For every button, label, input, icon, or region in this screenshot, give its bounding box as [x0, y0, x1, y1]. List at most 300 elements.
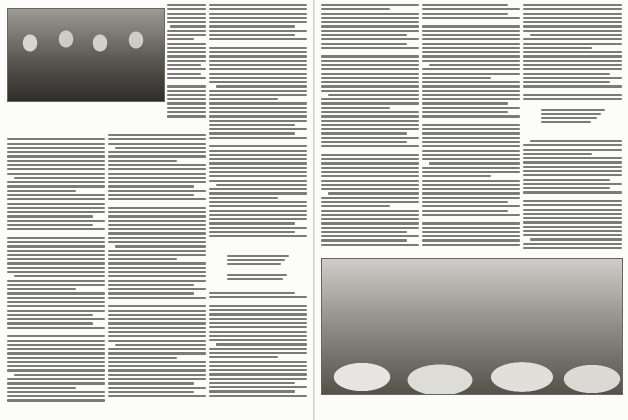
illegible-text-line [422, 120, 520, 122]
illegible-text-line [7, 173, 105, 175]
illegible-text-line [209, 111, 307, 113]
illegible-text-line [7, 160, 105, 162]
illegible-text-line [321, 239, 407, 241]
illegible-text-line [108, 220, 206, 222]
illegible-text-line [422, 124, 520, 126]
illegible-text-line [422, 128, 520, 130]
illegible-text-line [321, 175, 419, 177]
illegible-text-line [167, 107, 206, 109]
illegible-text-line [7, 365, 105, 367]
illegible-text-line [321, 227, 419, 229]
illegible-text-line [7, 198, 105, 200]
illegible-text-line [108, 374, 206, 376]
illegible-text-line [167, 34, 206, 36]
illegible-text-line [523, 4, 622, 6]
illegible-text-line [422, 13, 508, 15]
left-page-class-box-line [227, 263, 281, 265]
illegible-text-line [7, 262, 105, 264]
illegible-text-line [7, 181, 105, 183]
illegible-text-line [422, 98, 520, 100]
illegible-text-line [209, 373, 307, 375]
illegible-text-line [321, 210, 419, 212]
illegible-text-line [209, 77, 307, 79]
illegible-text-line [523, 81, 610, 83]
illegible-text-line [209, 154, 307, 156]
illegible-text-line [7, 288, 76, 290]
illegible-text-line [523, 157, 622, 159]
illegible-text-line [422, 231, 520, 233]
illegible-text-line [108, 155, 206, 157]
illegible-text-line [209, 13, 307, 15]
illegible-text-line [321, 218, 419, 220]
illegible-text-line [523, 170, 622, 172]
illegible-text-line [108, 262, 206, 264]
illegible-text-line [108, 254, 206, 256]
illegible-text-line [209, 365, 307, 367]
illegible-text-line [209, 180, 307, 182]
illegible-text-line [209, 4, 307, 6]
illegible-text-line [108, 387, 206, 389]
illegible-text-line [523, 25, 622, 27]
illegible-text-line [7, 344, 105, 346]
illegible-text-line [7, 280, 105, 282]
illegible-text-line [328, 192, 419, 194]
illegible-text-line [108, 203, 206, 205]
illegible-text-line [321, 17, 419, 19]
illegible-text-line [209, 60, 307, 62]
illegible-text-line [209, 137, 307, 139]
illegible-text-line [422, 197, 520, 199]
illegible-text-line [523, 230, 622, 232]
illegible-text-line [321, 68, 419, 70]
illegible-text-line [209, 390, 295, 392]
illegible-text-line [523, 38, 622, 40]
illegible-text-line [209, 235, 307, 237]
illegible-text-line [7, 361, 105, 363]
illegible-text-line [7, 267, 105, 269]
illegible-text-line [321, 73, 419, 75]
illegible-text-line [321, 30, 419, 32]
illegible-text-line [7, 185, 105, 187]
illegible-text-line [167, 81, 206, 83]
illegible-text-line [321, 205, 390, 207]
illegible-text-line [209, 313, 307, 315]
illegible-text-line [422, 188, 520, 190]
illegible-text-line [209, 30, 307, 32]
illegible-text-line [209, 98, 278, 100]
illegible-text-line [422, 102, 508, 104]
illegible-text-line [209, 395, 307, 397]
illegible-text-line [108, 237, 206, 239]
illegible-text-line [209, 214, 307, 216]
illegible-text-line [523, 64, 622, 66]
illegible-text-line [7, 340, 105, 342]
illegible-text-line [108, 305, 206, 307]
illegible-text-line [422, 77, 491, 79]
illegible-text-line [523, 204, 622, 206]
illegible-text-line [209, 361, 307, 363]
illegible-text-line [523, 85, 622, 87]
illegible-text-line [422, 171, 520, 173]
right-page-class-box-line [541, 117, 597, 119]
right-page-column-1 [321, 4, 419, 252]
illegible-text-line [523, 98, 622, 100]
illegible-text-line [108, 331, 206, 333]
illegible-text-line [108, 241, 206, 243]
left-page-column-2 [108, 134, 206, 408]
illegible-text-line [209, 158, 307, 160]
illegible-text-line [422, 115, 520, 117]
left-page-column-3-continued [209, 292, 307, 408]
illegible-text-line [209, 120, 307, 122]
illegible-text-line [321, 128, 419, 130]
illegible-text-line [422, 180, 520, 182]
illegible-text-line [422, 25, 520, 27]
illegible-text-line [115, 245, 206, 247]
illegible-text-line [530, 238, 622, 240]
illegible-text-line [209, 188, 307, 190]
illegible-text-line [523, 144, 622, 146]
illegible-text-line [523, 94, 622, 96]
illegible-text-line [321, 102, 419, 104]
illegible-text-line [115, 147, 206, 149]
illegible-text-line [422, 150, 520, 152]
illegible-text-line [321, 235, 419, 237]
illegible-text-line [422, 34, 520, 36]
illegible-text-line [523, 213, 622, 215]
illegible-text-line [209, 107, 307, 109]
illegible-text-line [7, 220, 105, 222]
illegible-text-line [321, 25, 419, 27]
illegible-text-line [422, 81, 520, 83]
illegible-text-line [422, 184, 520, 186]
illegible-text-line [209, 218, 307, 220]
illegible-text-line [523, 73, 610, 75]
illegible-text-line [7, 207, 105, 209]
illegible-text-line [523, 13, 622, 15]
left-page-class-box-line [227, 278, 283, 280]
illegible-text-line [108, 207, 206, 209]
right-page [315, 0, 628, 420]
illegible-text-line [216, 343, 307, 345]
illegible-text-line [108, 134, 206, 136]
right-page-class-box-line [541, 121, 591, 123]
illegible-text-line [209, 102, 307, 104]
illegible-text-line [167, 73, 201, 75]
illegible-text-line [209, 141, 307, 143]
illegible-text-line [321, 8, 390, 10]
illegible-text-line [108, 340, 206, 342]
illegible-text-line [115, 344, 206, 346]
illegible-text-line [209, 90, 307, 92]
illegible-text-line [108, 365, 206, 367]
illegible-text-line [321, 47, 419, 49]
illegible-text-line [523, 221, 622, 223]
illegible-text-line [7, 382, 105, 384]
illegible-text-line [209, 201, 307, 203]
illegible-text-line [7, 395, 105, 397]
illegible-text-line [209, 94, 307, 96]
illegible-text-line [328, 94, 419, 96]
illegible-text-line [167, 8, 206, 10]
illegible-text-line [108, 181, 206, 183]
illegible-text-line [321, 154, 419, 156]
illegible-text-line [321, 214, 419, 216]
illegible-text-line [429, 162, 520, 164]
illegible-text-line [209, 128, 307, 130]
illegible-text-line [209, 150, 307, 152]
illegible-text-line [209, 352, 307, 354]
illegible-text-line [422, 38, 520, 40]
illegible-text-line [422, 235, 520, 237]
illegible-text-line [422, 175, 491, 177]
illegible-text-line [321, 222, 419, 224]
illegible-text-line [321, 197, 419, 199]
illegible-text-line [167, 30, 206, 32]
illegible-text-line [321, 34, 407, 36]
illegible-text-line [321, 85, 419, 87]
illegible-text-line [7, 211, 105, 213]
illegible-text-line [108, 224, 206, 226]
illegible-text-line [7, 168, 105, 170]
illegible-text-line [523, 247, 622, 249]
left-page [0, 0, 313, 420]
illegible-text-line [523, 209, 622, 211]
illegible-text-line [7, 203, 105, 205]
illegible-text-line [209, 68, 307, 70]
illegible-text-line [209, 21, 307, 23]
left-page-photo-image [8, 9, 164, 101]
illegible-text-line [209, 25, 295, 27]
illegible-text-line [108, 160, 177, 162]
illegible-text-line [523, 161, 622, 163]
illegible-text-line [108, 198, 206, 200]
illegible-text-line [523, 21, 622, 23]
illegible-text-line [108, 327, 206, 329]
illegible-text-line [167, 64, 201, 66]
illegible-text-line [167, 98, 206, 100]
illegible-text-line [108, 378, 206, 380]
illegible-text-line [523, 191, 622, 193]
illegible-text-line [209, 222, 295, 224]
illegible-text-line [108, 288, 206, 290]
right-page-class-box-line [541, 113, 601, 115]
illegible-text-line [523, 234, 622, 236]
illegible-text-line [7, 147, 105, 149]
illegible-text-line [523, 8, 622, 10]
illegible-text-line [422, 43, 520, 45]
illegible-text-line [209, 124, 295, 126]
illegible-text-line [7, 391, 105, 393]
illegible-text-line [7, 224, 93, 226]
illegible-text-line [167, 60, 206, 62]
illegible-text-line [422, 47, 520, 49]
illegible-text-line [321, 201, 419, 203]
illegible-text-line [422, 4, 508, 6]
illegible-text-line [7, 318, 105, 320]
illegible-text-line [523, 243, 622, 245]
right-page-column-3-continued [523, 140, 622, 252]
illegible-text-line [321, 150, 419, 152]
illegible-text-line [321, 43, 407, 45]
illegible-text-line [7, 245, 105, 247]
illegible-text-line [7, 237, 105, 239]
illegible-text-line [7, 310, 105, 312]
illegible-text-line [167, 43, 206, 45]
illegible-text-line [422, 167, 520, 169]
illegible-text-line [7, 190, 76, 192]
illegible-text-line [209, 51, 307, 53]
illegible-text-line [7, 292, 105, 294]
illegible-text-line [7, 305, 105, 307]
illegible-text-line [108, 232, 206, 234]
illegible-text-line [167, 85, 206, 87]
illegible-text-line [209, 192, 307, 194]
illegible-text-line [321, 132, 407, 134]
illegible-text-line [422, 201, 508, 203]
left-page-class-box-line [227, 259, 285, 261]
illegible-text-line [108, 194, 194, 196]
illegible-text-line [108, 185, 194, 187]
illegible-text-line [108, 280, 206, 282]
illegible-text-line [7, 322, 93, 324]
illegible-text-line [321, 13, 419, 15]
illegible-text-line [422, 60, 520, 62]
illegible-text-line [7, 228, 105, 230]
left-page-class-box [209, 252, 307, 288]
right-page-class-box [523, 106, 622, 138]
illegible-text-line [422, 222, 520, 224]
illegible-text-line [209, 81, 307, 83]
illegible-text-line [108, 361, 206, 363]
illegible-text-line [7, 399, 105, 401]
illegible-text-line [523, 217, 622, 219]
illegible-text-line [209, 335, 307, 337]
illegible-text-line [422, 214, 520, 216]
illegible-text-line [108, 318, 206, 320]
illegible-text-line [321, 51, 419, 53]
illegible-text-line [209, 64, 307, 66]
illegible-text-line [321, 64, 419, 66]
illegible-text-line [209, 369, 307, 371]
illegible-text-line [108, 391, 194, 393]
illegible-text-line [167, 13, 206, 15]
illegible-text-line [429, 64, 520, 66]
illegible-text-line [209, 115, 307, 117]
illegible-text-line [7, 357, 105, 359]
illegible-text-line [321, 77, 419, 79]
illegible-text-line [321, 81, 419, 83]
illegible-text-line [530, 140, 622, 142]
illegible-text-line [108, 357, 177, 359]
illegible-text-line [14, 374, 105, 376]
illegible-text-line [108, 211, 206, 213]
illegible-text-line [523, 200, 622, 202]
illegible-text-line [167, 55, 206, 57]
illegible-text-line [209, 231, 295, 233]
illegible-text-line [422, 244, 520, 246]
illegible-text-line [523, 187, 610, 189]
illegible-text-line [209, 73, 307, 75]
illegible-text-line [167, 38, 194, 40]
illegible-text-line [108, 228, 206, 230]
illegible-text-line [209, 382, 295, 384]
illegible-text-line [321, 158, 419, 160]
illegible-text-line [108, 322, 206, 324]
illegible-text-line [321, 90, 419, 92]
left-page-column-1 [7, 134, 105, 408]
illegible-text-line [209, 167, 307, 169]
illegible-text-line [7, 258, 105, 260]
illegible-text-line [209, 38, 307, 40]
illegible-text-line [7, 335, 105, 337]
illegible-text-line [422, 17, 520, 19]
left-page-photo [7, 8, 165, 102]
illegible-text-line [523, 43, 622, 45]
illegible-text-line [108, 271, 206, 273]
illegible-text-line [523, 226, 622, 228]
left-page-class-box-line [227, 255, 289, 257]
illegible-text-line [321, 107, 390, 109]
illegible-text-line [209, 205, 307, 207]
illegible-text-line [167, 90, 206, 92]
left-page-column-2-top [167, 4, 206, 124]
illegible-text-line [108, 352, 206, 354]
illegible-text-line [7, 331, 105, 333]
right-page-column-3 [523, 4, 622, 104]
illegible-text-line [7, 254, 105, 256]
illegible-text-line [209, 17, 307, 19]
illegible-text-line [422, 239, 520, 241]
illegible-text-line [7, 301, 105, 303]
illegible-text-line [209, 378, 307, 380]
illegible-text-line [422, 8, 520, 10]
right-page-photo-image [322, 259, 622, 394]
illegible-text-line [209, 227, 307, 229]
illegible-text-line [523, 17, 622, 19]
illegible-text-line [321, 180, 419, 182]
illegible-text-line [108, 168, 206, 170]
illegible-text-line [7, 164, 105, 166]
illegible-text-line [108, 292, 194, 294]
illegible-text-line [167, 17, 206, 19]
illegible-text-line [170, 25, 206, 27]
illegible-text-line [422, 192, 520, 194]
illegible-text-line [108, 215, 206, 217]
illegible-text-line [321, 21, 419, 23]
illegible-text-line [523, 47, 592, 49]
illegible-text-line [209, 34, 295, 36]
right-page-class-box-line [541, 109, 605, 111]
illegible-text-line [523, 179, 610, 181]
illegible-text-line [321, 55, 419, 57]
illegible-text-line [7, 348, 105, 350]
illegible-text-line [7, 215, 93, 217]
illegible-text-line [209, 55, 307, 57]
right-page-photo [321, 258, 623, 395]
illegible-text-line [422, 132, 520, 134]
illegible-text-line [7, 352, 105, 354]
illegible-text-line [108, 267, 206, 269]
illegible-text-line [422, 21, 520, 23]
illegible-text-line [321, 111, 419, 113]
illegible-text-line [523, 196, 622, 198]
illegible-text-line [7, 378, 105, 380]
illegible-text-line [167, 68, 206, 70]
illegible-text-line [108, 369, 206, 371]
illegible-text-line [209, 210, 307, 212]
illegible-text-line [422, 94, 520, 96]
